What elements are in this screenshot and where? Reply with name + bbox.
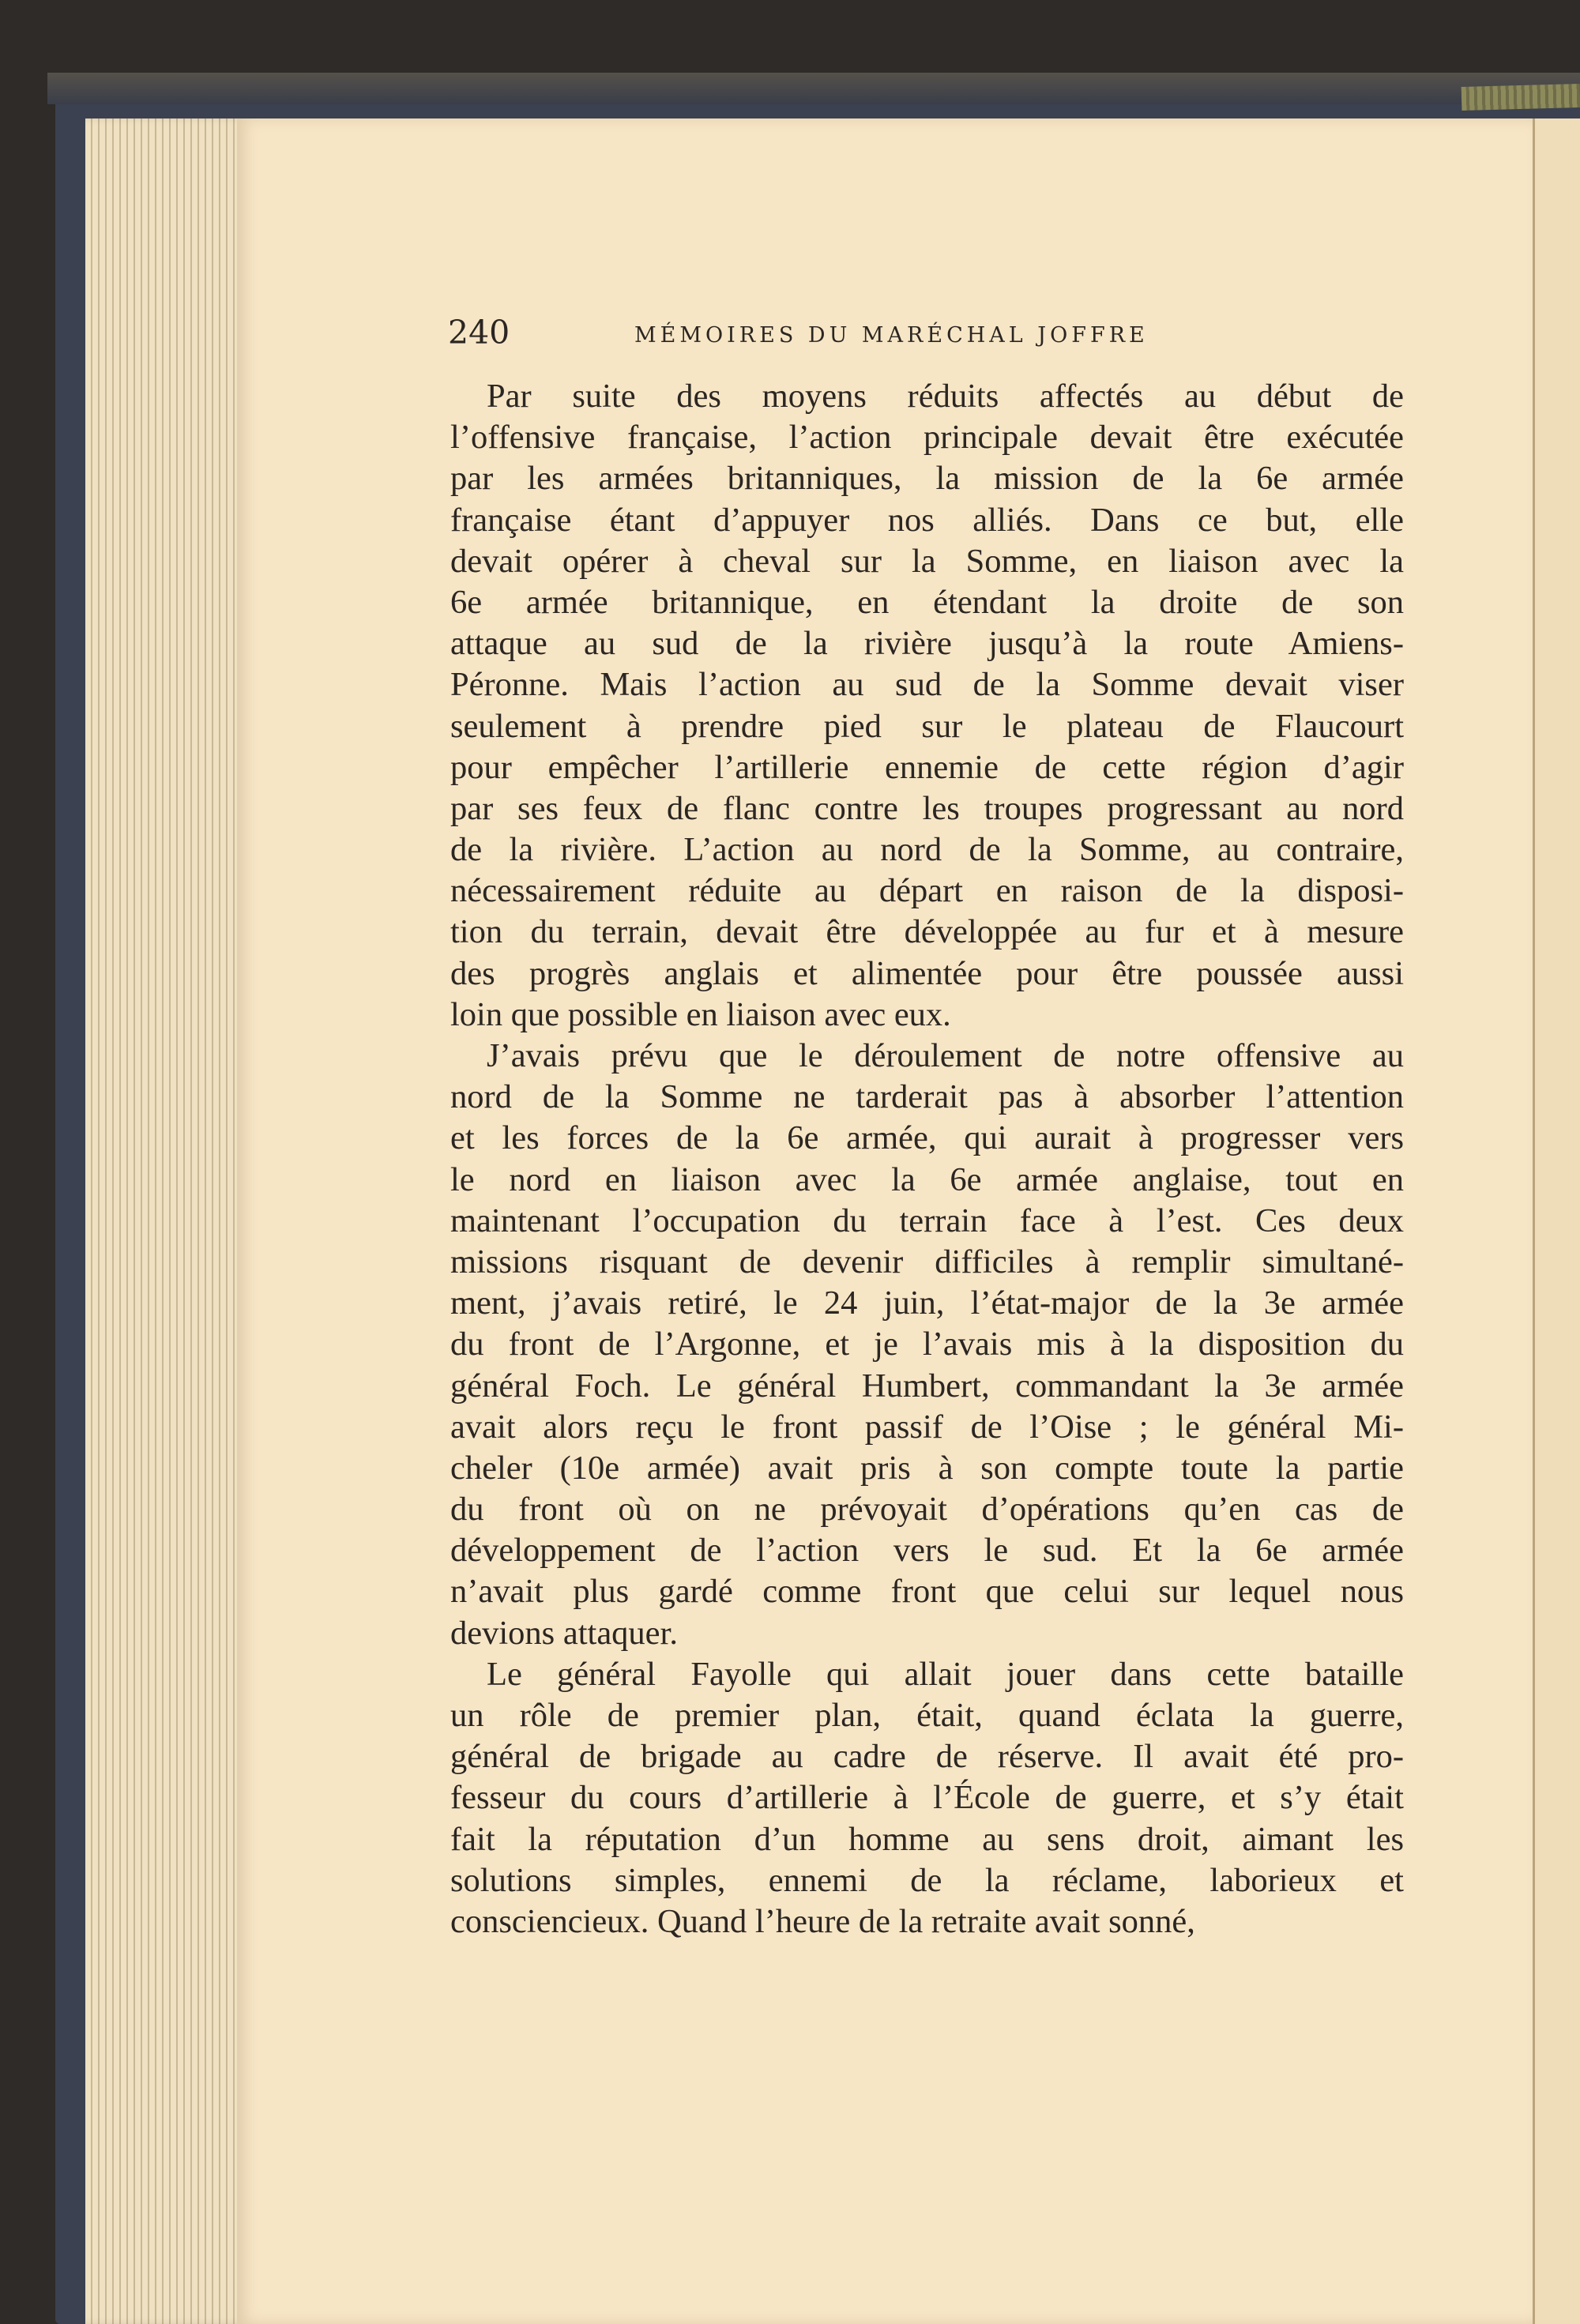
text-line: l’offensive française, l’action principale devait être exécutée	[450, 419, 1404, 457]
paragraph	[450, 376, 1404, 1036]
text-line: française étant d’appuyer nos alliés. Dans ce but, elle	[450, 501, 1404, 539]
text-line: par ses feux de flanc contre les troupes progressant au nord	[450, 789, 1404, 827]
text-line: missions risquant de devenir difficiles à remplir simultané-	[450, 1243, 1404, 1280]
text-line: 6e armée britannique, en étendant la droite de son	[450, 583, 1404, 621]
text-line: du front de l’Argonne, et je l’avais mis à la disposition du	[450, 1326, 1404, 1363]
text-line: avait alors reçu le front passif de l’Oise ; le général Mi-	[450, 1408, 1404, 1446]
text-line: général Foch. Le général Humbert, commandant la 3e armée	[450, 1367, 1404, 1405]
text-line: fait la réputation d’un homme au sens droit, aimant les	[450, 1820, 1404, 1858]
text-line: Le général Fayolle qui allait jouer dans cette bataille	[487, 1655, 1404, 1693]
page-edges	[85, 118, 251, 2324]
text-line: loin que possible en liaison avec eux.	[450, 995, 951, 1033]
text-line: général de brigade au cadre de réserve. Il avait été pro-	[450, 1738, 1404, 1776]
running-title: MÉMOIRES DU MARÉCHAL JOFFRE	[634, 323, 1149, 348]
text-line: solutions simples, ennemi de la réclame, laborieux et	[450, 1861, 1404, 1899]
text-line: fesseur du cours d’artillerie à l’École de guerre, et s’y était	[450, 1779, 1404, 1817]
text-line: attaque au sud de la rivière jusqu’à la route Amiens-	[450, 625, 1404, 663]
paragraph	[450, 1654, 1404, 1942]
text-line: maintenant l’occupation du terrain face à l’est. Ces deux	[450, 1201, 1404, 1239]
text-line: devait opérer à cheval sur la Somme, en liaison avec la	[450, 542, 1404, 580]
page-header	[448, 310, 1238, 358]
text-line: J’avais prévu que le déroulement de notre offensive au	[487, 1037, 1404, 1074]
text-line: Péronne. Mais l’action au sud de la Somme devait viser	[450, 666, 1404, 704]
text-line: des progrès anglais et alimentée pour être poussée aussi	[450, 954, 1404, 992]
facing-page-edge	[1533, 118, 1580, 2324]
text-line: du front où on ne prévoyait d’opérations qu’en cas de	[450, 1491, 1404, 1529]
text-line: seulement à prendre pied sur le plateau de Flaucourt	[450, 707, 1404, 745]
text-line: tion du terrain, devait être développée au fur et à mesure	[450, 913, 1404, 951]
text-line: par les armées britanniques, la mission de la 6e armée	[450, 460, 1404, 498]
text-line: nord de la Somme ne tarderait pas à absorber l’attention	[450, 1078, 1404, 1116]
paragraph	[450, 1036, 1404, 1654]
text-line: pour empêcher l’artillerie ennemie de cette région d’agir	[450, 748, 1404, 786]
text-line: ment, j’avais retiré, le 24 juin, l’état-major de la 3e armée	[450, 1284, 1404, 1322]
text-line: un rôle de premier plan, était, quand éclata la guerre,	[450, 1697, 1404, 1734]
text-line: n’avait plus gardé comme front que celui sur lequel nous	[450, 1573, 1404, 1611]
text-line: le nord en liaison avec la 6e armée anglaise, tout en	[450, 1160, 1404, 1198]
text-line: consciencieux. Quand l’heure de la retraite avait sonné,	[450, 1902, 1195, 1940]
body-text	[450, 376, 1404, 1942]
text-line: nécessairement réduite au départ en raison de la disposi-	[450, 872, 1404, 910]
cover-edge	[47, 73, 1580, 104]
text-line: de la rivière. L’action au nord de la Somme, au contraire,	[450, 831, 1404, 869]
page-number: 240	[448, 314, 510, 352]
text-line: devions attaquer.	[450, 1614, 678, 1652]
text-line: et les forces de la 6e armée, qui aurait à progresser vers	[450, 1119, 1404, 1157]
text-line: cheler (10e armée) avait pris à son compte toute la partie	[450, 1449, 1404, 1487]
text-line: Par suite des moyens réduits affectés au début de	[487, 378, 1404, 415]
bookmark-ribbon	[1462, 84, 1580, 111]
text-line: développement de l’action vers le sud. Et la 6e armée	[450, 1532, 1404, 1570]
